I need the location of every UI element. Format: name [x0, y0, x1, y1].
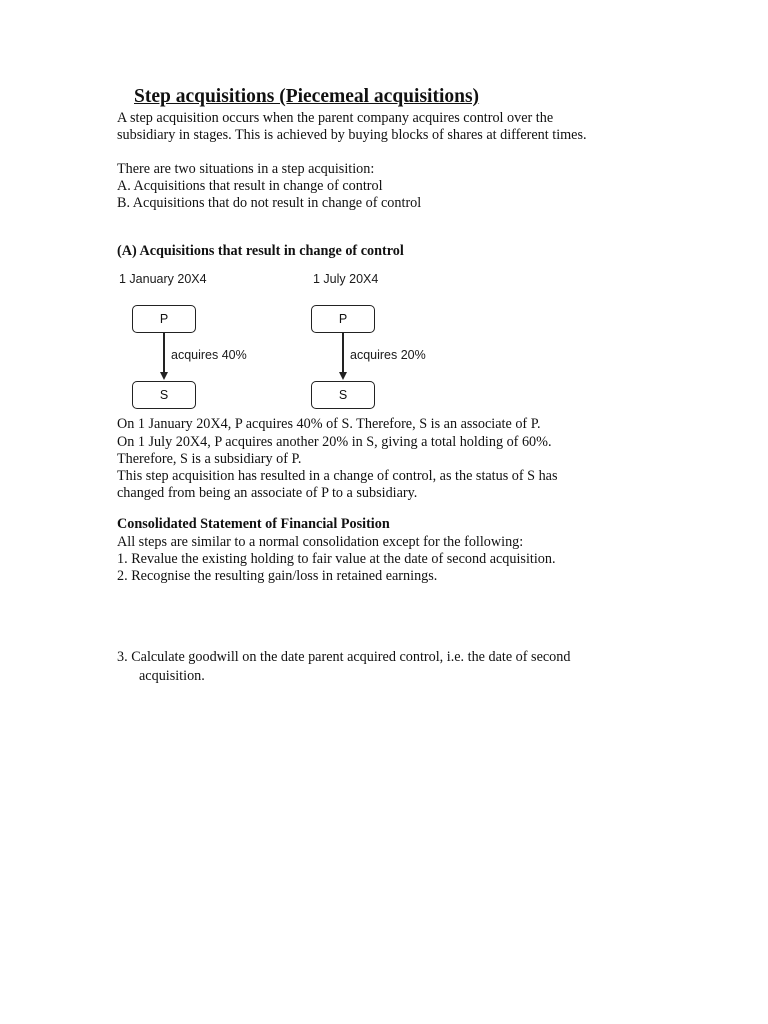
intro-line: A step acquisition occurs when the parent company acquires control over the: [117, 110, 554, 126]
explanation-line: Therefore, S is a subsidiary of P.: [117, 451, 302, 467]
intro-paragraph: [117, 110, 587, 144]
diagram-left-date: 1 January 20X4: [119, 272, 207, 286]
diagram-right-parent-box: P: [311, 305, 375, 333]
diagram-right-date: 1 July 20X4: [313, 272, 379, 286]
diagram-right-action: acquires 20%: [350, 348, 426, 362]
consolidated-heading: Consolidated Statement of Financial Position: [117, 516, 390, 532]
situations-list: [117, 161, 421, 212]
section-a-heading: (A) Acquisitions that result in change of control: [117, 243, 404, 259]
diagram-left-sub-box: S: [132, 381, 196, 409]
diagram-right-arrow-head: [339, 372, 347, 380]
situation-b: B. Acquisitions that do not result in change of control: [117, 195, 422, 211]
situation-a: A. Acquisitions that result in change of control: [117, 178, 383, 194]
diagram-left-action: acquires 40%: [171, 348, 247, 362]
step-3: [117, 648, 570, 686]
explanation-paragraph: [117, 416, 558, 502]
diagram-left-arrow-line: [163, 333, 165, 373]
explanation-line: This step acquisition has resulted in a change of control, as the status of S has: [117, 468, 558, 484]
consolidated-list: [117, 534, 556, 585]
intro-line: subsidiary in stages. This is achieved by buying blocks of shares at different times.: [117, 127, 587, 143]
step-3-line: 3. Calculate goodwill on the date parent acquired control, i.e. the date of second: [117, 649, 571, 665]
page-title: Step acquisitions (Piecemeal acquisitions): [134, 86, 480, 107]
consolidated-step-2: 2. Recognise the resulting gain/loss in retained earnings.: [117, 568, 438, 584]
explanation-line: changed from being an associate of P to a subsidiary.: [117, 485, 418, 501]
situations-lead: There are two situations in a step acquisition:: [117, 161, 375, 177]
diagram-left-arrow-head: [160, 372, 168, 380]
diagram-right-sub-box: S: [311, 381, 375, 409]
diagram-left-parent-box: P: [132, 305, 196, 333]
consolidated-step-1: 1. Revalue the existing holding to fair value at the date of second acquisition.: [117, 551, 556, 567]
explanation-line: On 1 January 20X4, P acquires 40% of S. Therefore, S is an associate of P.: [117, 416, 541, 432]
consolidated-line: All steps are similar to a normal consolidation except for the following:: [117, 534, 524, 550]
diagram-right-arrow-line: [342, 333, 344, 373]
step-3-continuation: acquisition.: [139, 668, 205, 684]
explanation-line: On 1 July 20X4, P acquires another 20% in S, giving a total holding of 60%.: [117, 434, 552, 450]
